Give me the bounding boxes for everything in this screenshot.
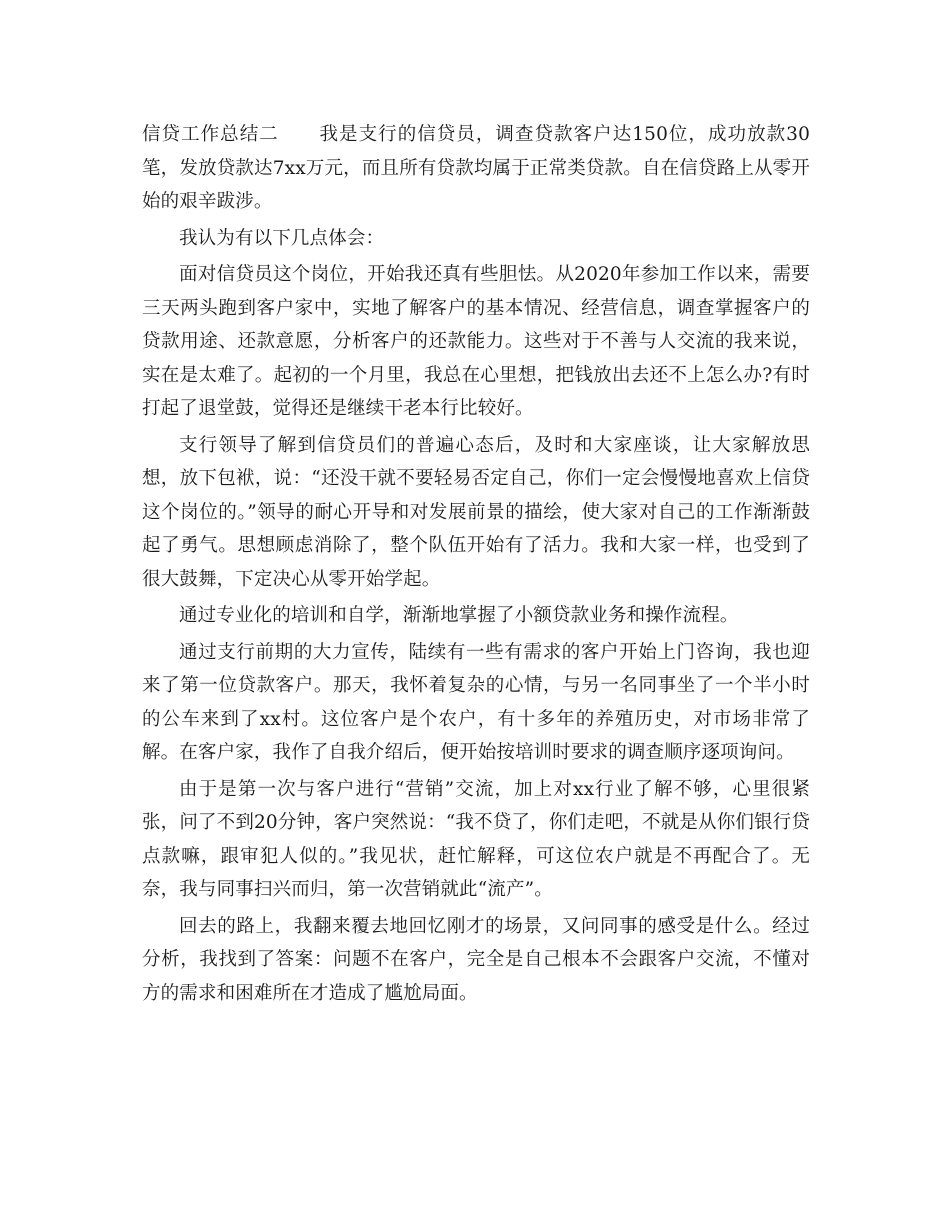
paragraph-8: 回去的路上，我翻来覆去地回忆刚才的场景，又问同事的感受是什么。经过分析，我找到了答案：问题不在客户，完全是自己根本不会跟客户交流，不懂对方的需求和困难所在才造成了尴尬局面。 [142,915,810,1004]
paragraph-3: 面对信贷员这个岗位，开始我还真有些胆怯。从2020年参加工作以来，需要三天两头跑到客户家中，实地了解客户的基本情况、经营信息，调查掌握客户的贷款用途、还款意愿，分析客户的还款能力。这些对于不善与人交流的我来说，实在是太难了。起初的一个月里，我总在心里想，把钱放出去还不上怎么办?有时打起了退堂鼓，觉得还是继续干老本行比较好。 [142,264,810,419]
paragraph-6: 通过支行前期的大力宣传，陆续有一些有需求的客户开始上门咨询，我也迎来了第一位贷款客户。那天，我怀着复杂的心情，与另一名同事坐了一个半小时的公车来到了xx村。这位客户是个农户，有十多年的养殖历史，对市场非常了解。在客户家，我作了自我介绍后，便开始按培训时要求的调查顺序逐项询问。 [142,641,810,763]
paragraph-1-text: 我是支行的信贷员，调查贷款客户达150位，成功放款30笔，发放贷款达7xx万元，而且所有贷款均属于正常类贷款。自在信贷路上从零开始的艰辛跋涉。 [142,124,810,212]
paragraph-7: 由于是第一次与客户进行“营销”交流，加上对xx行业了解不够，心里很紧张，问了不到20分钟，客户突然说：“我不贷了，你们走吧，不就是从你们银行贷点款嘛，跟审犯人似的。”我见状，赶忙解释，可这位农户就是不再配合了。无奈，我与同事扫兴而归，第一次营销就此“流产”。 [142,778,810,900]
paragraph-4: 支行领导了解到信贷员们的普遍心态后，及时和大家座谈，让大家解放思想，放下包袱，说：“还没干就不要轻易否定自己，你们一定会慢慢地喜欢上信贷这个岗位的。”领导的耐心开导和对发展前景的描绘，使大家对自己的工作渐渐鼓起了勇气。思想顾虑消除了，整个队伍开始有了活力。我和大家一样，也受到了很大鼓舞，下定决心从零开始学起。 [142,434,810,590]
document-title: 信贷工作总结二 [142,124,279,145]
paragraph-5: 通过专业化的培训和自学，渐渐地掌握了小额贷款业务和操作流程。 [179,605,739,626]
paragraph-2: 我认为有以下几点体会： [179,227,385,249]
document-body [142,118,810,1013]
paragraph-1 [142,118,810,219]
